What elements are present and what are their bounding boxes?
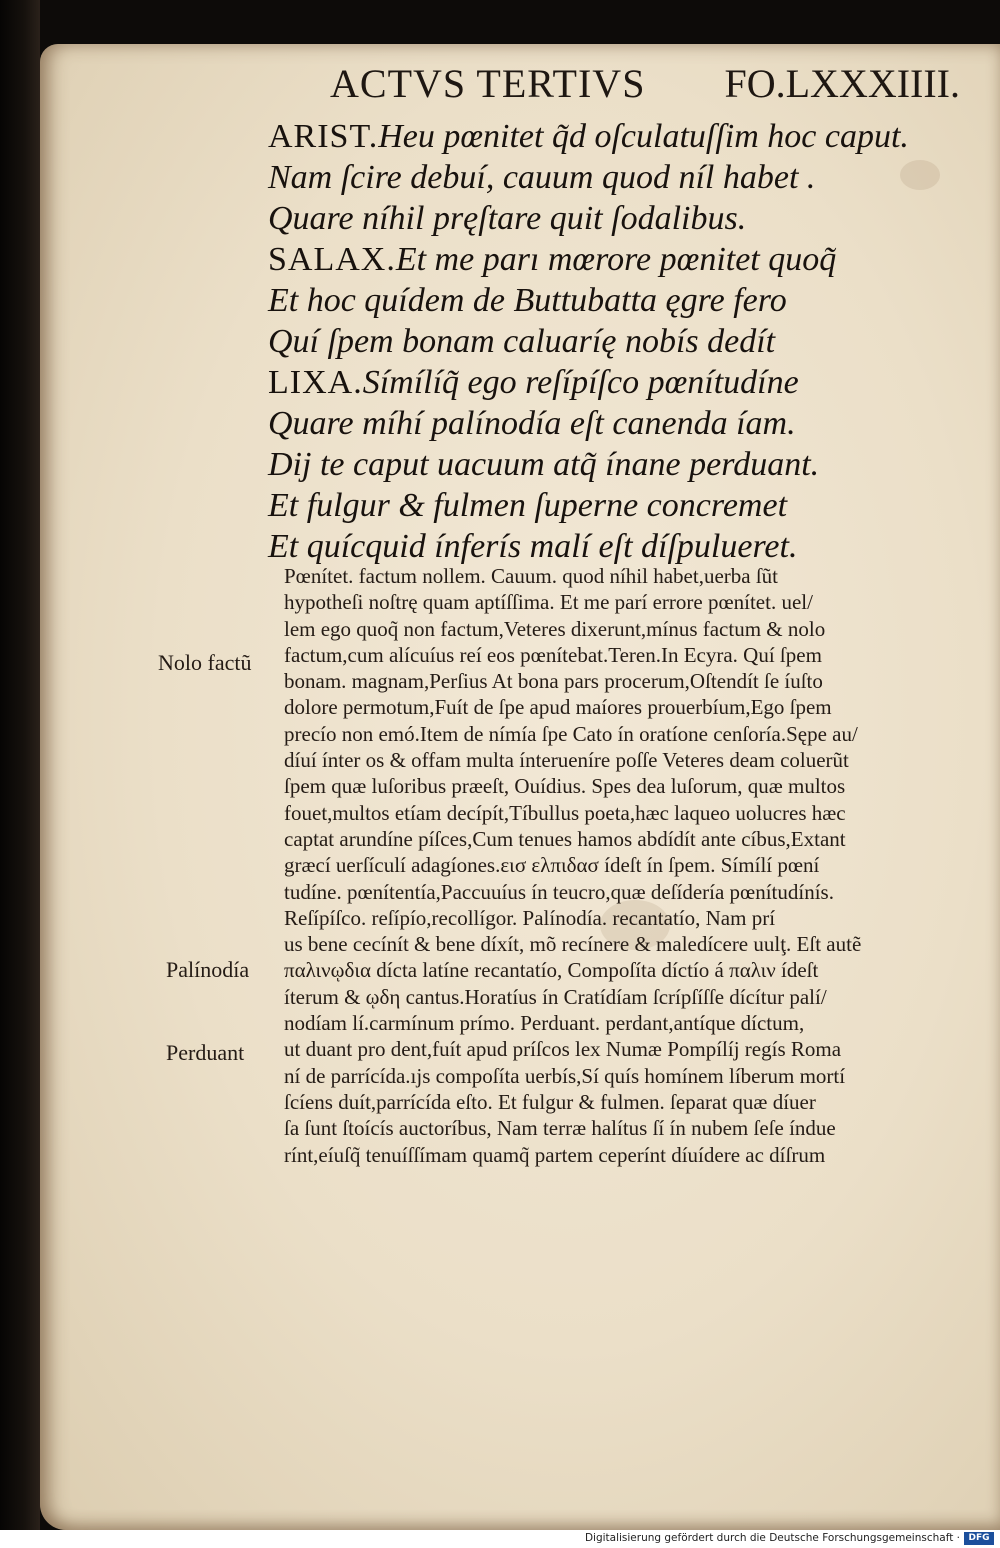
dfg-logo-icon: DFG (964, 1532, 994, 1545)
verse-line (268, 526, 988, 567)
verse-text: Et fulgur & fulmen ſuperne concremet (268, 487, 788, 524)
commentary-line: fouet,multos etíam decípít,Tíbullus poeta,hæc laqueo uolucres hæc (284, 800, 846, 825)
commentary-line: rínt,eíuſq̃ tenuíſſímam quamq̃ partem ceperínt díuídere ac díſrum (284, 1142, 826, 1167)
commentary-line: us bene cecínít & bene díxít, mõ recínere & maledícere uulţ. Eſt autẽ (284, 932, 862, 957)
commentary-line: captat arundíne píſces,Cum tenues hamos abdídít ante cíbus,Extant (284, 826, 846, 851)
speaker-name: SALAX. (268, 241, 396, 278)
verse-text: Et me parı mœrore pœnitet quoq̃ (395, 241, 837, 278)
commentary-line: factum,cum alícuíus reí eos pœnítebat.Teren.In Ecyra. Quí ſpem (284, 642, 822, 667)
funding-credit: Digitalisierung gefördert durch die Deutsche Forschungsgemeinschaft · (584, 1532, 960, 1544)
verse-text: Et hoc quídem de Buttubatta ęgre fero (268, 282, 787, 319)
verse-line (268, 116, 988, 157)
folio-number: FO.LXXXIIII. (724, 61, 960, 106)
margin-note-palinodia: Palínodía (166, 957, 250, 982)
verse-line (268, 239, 988, 280)
commentary-line: ſpem quæ luſoribus præeſt, Ouídius. Spes dea luſorum, quæ multos (284, 774, 846, 799)
verse-text: Et quícquid ínferís malí eſt díſpulueret. (268, 528, 798, 565)
commentary-line: precío non emó.Item de nímía ſpe Cato ín oratíone cenſoría.Sępe au/ (284, 721, 858, 746)
commentary-line: ſcíens duít,parrícída eſto. Et fulgur & fulmen. ſeparat quæ díuer (284, 1089, 816, 1114)
verse-text: Heu pœnitet q̃d oſculatuſſim hoc caput. (378, 118, 909, 155)
running-title: ACTVS TERTIVS (330, 61, 646, 106)
commentary-line: παλινῳδια dícta latíne recantatío, Compoſíta díctío á παλιν ídeſt (284, 958, 819, 983)
commentary-line: Pœnítet. factum nollem. Cauum. quod níhil habet,uerba ſũt (284, 564, 778, 588)
commentary-line: hypotheſi noſtrę quam aptíſſima. Et me parí errore pœnítet. uel/ (284, 590, 813, 615)
verse-text: Dij te caput uacuum atq̃ ínane perduant. (268, 446, 820, 483)
verse-line (268, 403, 988, 444)
commentary-line: ſa ſunt ſtoícís auctoríbus, Nam terræ halítus ſí ín nubem ſeſe índue (284, 1116, 836, 1141)
commentary-line: Reſípíſco. reſípío,recollígor. Palínodía. recantatío, Nam prí (284, 905, 776, 930)
commentary-line: ut duant pro dent,fuít apud príſcos lex Numæ Pompílíj regís Roma (284, 1037, 842, 1062)
commentary-line: tudíne. pœnítentía,Paccuuíus ín teucro,quæ deſídería pœnítudínís. (284, 879, 834, 904)
commentary-line: nodíam lí.carmínum prímo. Perduant. perdant,antíque díctum, (284, 1011, 805, 1036)
margin-note-perduant: Perduant (166, 1040, 245, 1065)
margin-note-nolo: Nolo factũ (158, 650, 252, 675)
commentary-line: ní de parrícída.ıjs compoſíta uerbís,Sí quís homínem líberum mortí (284, 1063, 846, 1088)
verse-text: Quare míhí palínodía eſt canenda íam. (268, 405, 796, 442)
commentary-line: díuí ínter os & offam multa ínterueníre poſſe Veteres deam coluerũt (284, 748, 849, 773)
verse-line (268, 280, 988, 321)
speaker-name: ARIST. (268, 118, 379, 155)
verse-text: Quare níhil pręſtare quit ſodalibus. (268, 200, 747, 237)
commentary-line: lem ego quoq̃ non factum,Veteres dixerunt,mínus factum & nolo (284, 616, 826, 641)
footer-bar (0, 1530, 1000, 1548)
verse-text: Quí ſpem bonam caluaríę nobís dedít (268, 323, 776, 360)
commentary-block (284, 563, 989, 1168)
commentary-line: dolore permotum,Fuít de ſpe apud maíores prouerbíum,Ego ſpem (284, 695, 832, 720)
verse-line (268, 362, 988, 403)
verse-block (268, 116, 988, 567)
commentary-line: græcí uerſículí adagíones.εισ ελπιδασ ídeſt ín ſpem. Símílí pœní (284, 853, 820, 878)
commentary-line: bonam. magnam,Perſius At bona pars procerum,Oſtendít ſe íuſto (284, 669, 823, 694)
commentary-line: íterum & ῳδη cantus.Horatíus ín Cratídíam ſcrípſíſſe dícítur palí/ (284, 984, 827, 1009)
verse-line (268, 157, 988, 198)
book-binding-edge (0, 0, 40, 1548)
verse-line (268, 444, 988, 485)
verse-line (268, 198, 988, 239)
speaker-name: LIXA. (268, 364, 363, 401)
verse-line (268, 321, 988, 362)
verse-text: Símílíq̃ ego reſípíſco pœnítudíne (362, 364, 799, 401)
running-header (330, 60, 960, 112)
verse-line (268, 485, 988, 526)
verse-text: Nam ſcire debuí, cauum quod níl habet . (268, 159, 816, 196)
